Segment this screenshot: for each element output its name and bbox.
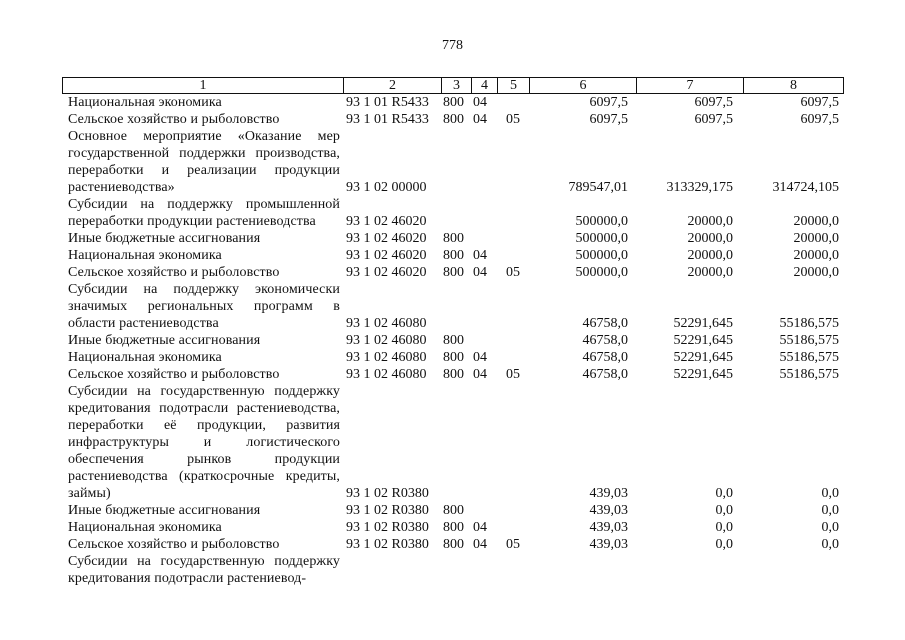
table-header: [62, 77, 844, 94]
table-row: [0, 553, 905, 587]
row-value-6: 500000,0: [575, 265, 628, 280]
table-row: [0, 247, 905, 264]
row-value-8: 0,0: [821, 503, 839, 518]
row-value-8: 55186,575: [779, 350, 839, 365]
row-value-8: 20000,0: [793, 248, 839, 263]
row-code: 93 1 02 00000: [346, 180, 427, 195]
header-col-3: 3: [441, 78, 471, 93]
row-value-6: 500000,0: [575, 231, 628, 246]
row-col-3: 800: [443, 503, 464, 518]
table-row: [0, 536, 905, 553]
table-row: [0, 332, 905, 349]
row-value-8: 55186,575: [779, 316, 839, 331]
row-code: 93 1 02 46020: [346, 231, 427, 246]
row-value-7: 6097,5: [694, 95, 733, 110]
row-value-7: 20000,0: [687, 265, 733, 280]
header-col-8: 8: [743, 78, 843, 93]
row-value-6: 789547,01: [568, 180, 628, 195]
row-value-6: 500000,0: [575, 214, 628, 229]
row-value-6: 439,03: [589, 520, 628, 535]
row-name: Субсидии на государственную поддержку кредитования подотрасли растениевод-: [68, 554, 340, 586]
row-value-6: 46758,0: [582, 333, 628, 348]
row-col-4: 04: [473, 537, 487, 552]
row-name: Субсидии на поддержку экономически значимых региональных программ в области растениеводства: [68, 282, 340, 331]
row-code: 93 1 02 R0380: [346, 520, 429, 535]
table-row: [0, 519, 905, 536]
row-value-8: 0,0: [821, 537, 839, 552]
header-col-1: 1: [199, 78, 207, 93]
row-code: 93 1 01 R5433: [346, 112, 429, 127]
table-row: [0, 264, 905, 281]
row-col-5: 05: [506, 537, 520, 552]
header-col-2: 2: [343, 78, 441, 93]
row-value-8: 20000,0: [793, 214, 839, 229]
row-name: Сельское хозяйство и рыболовство: [68, 265, 280, 280]
row-col-3: 800: [443, 333, 464, 348]
header-col-5: 5: [497, 78, 529, 93]
row-value-8: 6097,5: [800, 95, 839, 110]
row-name: Сельское хозяйство и рыболовство: [68, 537, 280, 552]
row-value-7: 0,0: [715, 503, 733, 518]
row-col-3: 800: [443, 231, 464, 246]
row-code: 93 1 02 46020: [346, 248, 427, 263]
row-col-4: 04: [473, 520, 487, 535]
row-code: 93 1 02 46080: [346, 350, 427, 365]
row-value-6: 6097,5: [589, 112, 628, 127]
row-col-4: 04: [473, 95, 487, 110]
row-value-7: 0,0: [715, 520, 733, 535]
row-value-7: 52291,645: [673, 333, 733, 348]
row-value-6: 46758,0: [582, 350, 628, 365]
row-value-7: 52291,645: [673, 367, 733, 382]
row-value-8: 0,0: [821, 520, 839, 535]
table-row: [0, 502, 905, 519]
row-code: 93 1 02 46080: [346, 316, 427, 331]
row-value-7: 20000,0: [687, 214, 733, 229]
row-name: Национальная экономика: [68, 248, 222, 263]
row-col-3: 800: [443, 95, 464, 110]
row-code: 93 1 02 46020: [346, 265, 427, 280]
row-col-3: 800: [443, 112, 464, 127]
row-value-7: 0,0: [715, 486, 733, 501]
row-value-8: 20000,0: [793, 265, 839, 280]
header-col-7: 7: [636, 78, 743, 93]
table-row: [0, 230, 905, 247]
table-row: [0, 383, 905, 502]
row-col-3: 800: [443, 520, 464, 535]
row-value-7: 52291,645: [673, 350, 733, 365]
row-value-6: 46758,0: [582, 316, 628, 331]
row-name: Национальная экономика: [68, 350, 222, 365]
row-name: Иные бюджетные ассигнования: [68, 231, 261, 246]
row-col-3: 800: [443, 248, 464, 263]
table-body: [0, 94, 905, 640]
row-col-4: 04: [473, 350, 487, 365]
table-row: [0, 111, 905, 128]
table-row: [0, 128, 905, 196]
row-value-6: 439,03: [589, 537, 628, 552]
row-value-8: 6097,5: [800, 112, 839, 127]
row-name: Субсидии на поддержку промышленной переработки продукции растениеводства: [68, 197, 340, 229]
row-col-4: 04: [473, 367, 487, 382]
row-col-5: 05: [506, 265, 520, 280]
table-row: [0, 349, 905, 366]
row-value-6: 439,03: [589, 486, 628, 501]
row-value-7: 6097,5: [694, 112, 733, 127]
row-col-3: 800: [443, 265, 464, 280]
row-name: Национальная экономика: [68, 520, 222, 535]
table-row: [0, 94, 905, 111]
row-value-8: 314724,105: [772, 180, 839, 195]
row-col-3: 800: [443, 367, 464, 382]
row-col-5: 05: [506, 367, 520, 382]
row-col-4: 04: [473, 112, 487, 127]
row-value-7: 313329,175: [666, 180, 733, 195]
row-name: Национальная экономика: [68, 95, 222, 110]
table-row: [0, 281, 905, 332]
table-row: [0, 196, 905, 230]
row-value-6: 500000,0: [575, 248, 628, 263]
row-col-4: 04: [473, 265, 487, 280]
row-value-6: 6097,5: [589, 95, 628, 110]
row-name: Иные бюджетные ассигнования: [68, 503, 261, 518]
row-code: 93 1 02 R0380: [346, 486, 429, 501]
page-number: 778: [442, 38, 463, 53]
row-code: 93 1 01 R5433: [346, 95, 429, 110]
row-value-7: 52291,645: [673, 316, 733, 331]
row-col-3: 800: [443, 537, 464, 552]
row-col-3: 800: [443, 350, 464, 365]
row-value-7: 20000,0: [687, 231, 733, 246]
row-value-6: 46758,0: [582, 367, 628, 382]
row-name: Сельское хозяйство и рыболовство: [68, 367, 280, 382]
row-name: Основное мероприятие «Оказание мер государственной поддержки производства, переработки и реализации продукции растениеводства»: [68, 129, 340, 195]
row-value-8: 20000,0: [793, 231, 839, 246]
row-code: 93 1 02 46080: [346, 333, 427, 348]
header-col-6: 6: [529, 78, 636, 93]
row-name: Иные бюджетные ассигнования: [68, 333, 261, 348]
row-value-8: 0,0: [821, 486, 839, 501]
row-value-7: 20000,0: [687, 248, 733, 263]
row-name: Субсидии на государственную поддержку кредитования подотрасли растениеводства, переработки её продукции, развития инфраструктуры и логистического обеспечения рынков продукции растениеводства (краткосрочные кредиты, займы): [68, 384, 340, 501]
row-code: 93 1 02 R0380: [346, 503, 429, 518]
row-col-4: 04: [473, 248, 487, 263]
row-code: 93 1 02 R0380: [346, 537, 429, 552]
table-row: [0, 366, 905, 383]
row-value-6: 439,03: [589, 503, 628, 518]
header-col-4: 4: [471, 78, 497, 93]
row-value-8: 55186,575: [779, 367, 839, 382]
row-value-7: 0,0: [715, 537, 733, 552]
row-value-8: 55186,575: [779, 333, 839, 348]
row-code: 93 1 02 46020: [346, 214, 427, 229]
row-code: 93 1 02 46080: [346, 367, 427, 382]
row-name: Сельское хозяйство и рыболовство: [68, 112, 280, 127]
row-col-5: 05: [506, 112, 520, 127]
